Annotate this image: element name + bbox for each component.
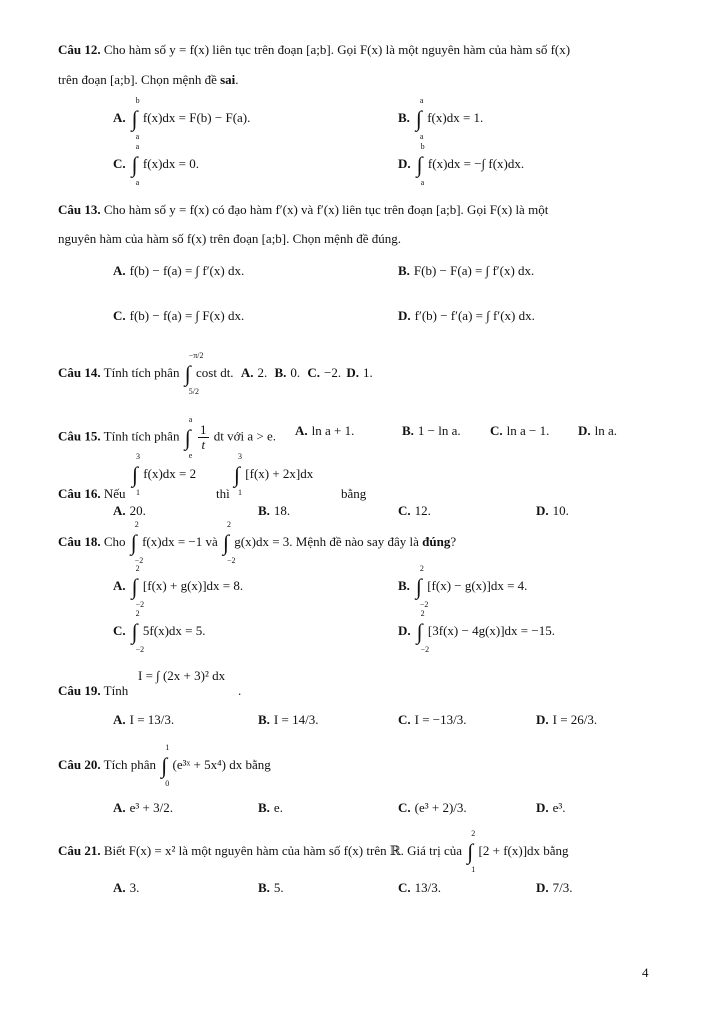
q19-dot: . bbox=[238, 683, 242, 698]
integral-sign: ∫ 2 −2 bbox=[223, 520, 236, 566]
q16-option-a[interactable]: A. 20. bbox=[113, 503, 146, 518]
q12-option-b-text: f(x)dx = 1. bbox=[427, 110, 484, 125]
q21-text: Biết F(x) = x² là một nguyên hàm của hàm số f(x) trên ℝ. Giá trị của bbox=[103, 843, 463, 858]
q20-bang: bằng bbox=[245, 757, 271, 772]
one-over-t: $\frac{1}{t}$ bbox=[200, 422, 207, 452]
q18-option-d-text: [3f(x) − 4g(x)]dx = −15. bbox=[427, 623, 555, 638]
integral-sign: ∫ 2 1 bbox=[467, 829, 476, 875]
q14-integrand: cost dt. bbox=[196, 365, 234, 380]
q16-option-c-text: 12. bbox=[414, 503, 431, 518]
q16-option-d[interactable]: D. 10. bbox=[536, 503, 569, 518]
q20-label: Câu 20. bbox=[58, 757, 101, 772]
integral-sign: ∫ b a bbox=[131, 96, 140, 142]
q15-label: Câu 15. bbox=[58, 428, 101, 444]
q14-option-a-text: 2. bbox=[257, 365, 268, 380]
q16-text: Nếu bbox=[103, 486, 126, 501]
q13-stem2 bbox=[58, 231, 401, 247]
q16-stem bbox=[58, 486, 126, 502]
q14-option-d[interactable]: D. 1. bbox=[346, 365, 373, 380]
q13-option-a-text: f(b) − f(a) = ∫ f′(x) dx. bbox=[129, 263, 245, 278]
integral-sign: ∫ 2 −2 bbox=[131, 564, 145, 610]
q15-option-c-text: ln a − 1. bbox=[506, 423, 550, 438]
q15-option-b-text: 1 − ln a. bbox=[417, 423, 461, 438]
q16-option-b[interactable]: B. 18. bbox=[258, 503, 291, 518]
integral-sign: ∫ 3 1 bbox=[132, 452, 140, 498]
q12-option-c-text: f(x)dx = 0. bbox=[142, 156, 199, 171]
q18-option-a-text: [f(x) + g(x)]dx = 8. bbox=[142, 578, 244, 593]
q14-label: Câu 14. bbox=[58, 365, 101, 380]
q13-option-c-text: f(b) − f(a) = ∫ F(x) dx. bbox=[129, 308, 245, 323]
q13-label: Câu 13. bbox=[58, 202, 101, 217]
q18-option-c[interactable]: C. ∫ 2 −2 5f(x)dx = 5. bbox=[113, 609, 206, 655]
q12-text1: Cho hàm số y = f(x) liên tục trên đoạn [a;b]. Gọi F(x) là một nguyên hàm của hàm số f(x) bbox=[103, 42, 571, 57]
q19-stem bbox=[58, 683, 128, 699]
q20-option-b-text: e. bbox=[273, 800, 283, 815]
q20-option-c-text: (e³ + 2)/3. bbox=[414, 800, 467, 815]
integral-sign: ∫ 2 −2 bbox=[130, 520, 144, 566]
q18-va: và bbox=[205, 534, 218, 549]
q13-option-b-text: F(b) − F(a) = ∫ f′(x) dx. bbox=[413, 263, 535, 278]
q18-stem bbox=[58, 520, 457, 566]
q21-option-c[interactable]: C. 13/3. bbox=[398, 880, 442, 895]
q20-option-a[interactable]: A. e³ + 3/2. bbox=[113, 800, 174, 815]
q15-stem bbox=[58, 414, 276, 460]
q18-expr1: f(x)dx = −1 bbox=[142, 534, 203, 549]
q16-expr2 bbox=[232, 452, 314, 498]
q15-text: Tính tích phân bbox=[103, 428, 180, 444]
q20-option-c[interactable]: C. (e³ + 2)/3. bbox=[398, 800, 467, 815]
q12-option-a[interactable]: A. ∫ b a f(x)dx = F(b) − F(a). bbox=[113, 96, 251, 142]
integral-sign: ∫ 2 −2 bbox=[416, 609, 430, 655]
q19-expr-text: I = ∫ (2x + 3)² dx bbox=[138, 668, 226, 683]
q18-label: Câu 18. bbox=[58, 534, 101, 549]
q12-option-b[interactable]: B. ∫ a a f(x)dx = 1. bbox=[398, 96, 484, 142]
q21-option-b-text: 5. bbox=[273, 880, 284, 895]
q16-label: Câu 16. bbox=[58, 486, 101, 501]
q13-option-a[interactable]: A. f(b) − f(a) = ∫ f′(x) dx. bbox=[113, 263, 245, 278]
q16-option-a-text: 20. bbox=[129, 503, 146, 518]
q21-label: Câu 21. bbox=[58, 843, 101, 858]
q12-label: Câu 12. bbox=[58, 42, 101, 57]
q21-bang: bằng bbox=[543, 843, 569, 858]
integral-sign: ∫ 3 1 bbox=[234, 452, 242, 498]
q18-option-b[interactable]: B. ∫ 2 −2 [f(x) − g(x)]dx = 4. bbox=[398, 564, 528, 610]
q13-option-d-text: f′(b) − f′(a) = ∫ f′(x) dx. bbox=[414, 308, 535, 323]
q20-option-a-text: e³ + 3/2. bbox=[129, 800, 174, 815]
q20-expr: (e³ˣ + 5x⁴) dx bbox=[172, 757, 243, 772]
q14-option-c-text: −2. bbox=[324, 365, 342, 380]
q16-expr2-text: [f(x) + 2x]dx bbox=[245, 466, 314, 481]
q15-option-a[interactable]: A. ln a + 1. bbox=[295, 423, 355, 438]
q16-option-d-text: 10. bbox=[552, 503, 569, 518]
q21-option-d[interactable]: D. 7/3. bbox=[536, 880, 573, 895]
q18-bold: đúng bbox=[422, 534, 451, 549]
integral-sign: ∫ 2 −2 bbox=[131, 609, 145, 655]
q16-thi: thì bbox=[216, 486, 230, 501]
q12-option-d-text: f(x)dx = −∫ f(x)dx. bbox=[427, 156, 525, 171]
q14-option-b[interactable]: B. 0. bbox=[274, 365, 301, 380]
q12-stem2: trên đoạn [a;b]. Chọn mệnh đề sai. bbox=[58, 72, 239, 87]
q21-expr: [2 + f(x)]dx bbox=[478, 843, 541, 858]
q21-option-d-text: 7/3. bbox=[552, 880, 573, 895]
q21-stem bbox=[58, 829, 569, 875]
q16-option-c[interactable]: C. 12. bbox=[398, 503, 431, 518]
integral-sign: ∫ 2 −2 bbox=[415, 564, 429, 610]
q14-option-d-text: 1. bbox=[363, 365, 373, 380]
q20-text: Tích phân bbox=[103, 757, 156, 772]
q16-option-b-text: 18. bbox=[273, 503, 291, 518]
q19-option-c[interactable]: C. I = −13/3. bbox=[398, 712, 467, 727]
q13-option-d[interactable]: D. f′(b) − f′(a) = ∫ f′(x) dx. bbox=[398, 308, 535, 323]
q13-stem bbox=[58, 202, 548, 218]
q16-expr1 bbox=[130, 452, 197, 498]
q13-option-c[interactable]: C. f(b) − f(a) = ∫ F(x) dx. bbox=[113, 308, 245, 323]
q21-option-a[interactable]: A. 3. bbox=[113, 880, 140, 895]
q15-option-d-text: ln a. bbox=[594, 423, 618, 438]
q14-text: Tính tích phân bbox=[103, 365, 180, 380]
page-number: 4 bbox=[642, 965, 649, 980]
q18-text: Cho bbox=[103, 534, 126, 549]
q12-option-d[interactable]: D. ∫ b a f(x)dx = −∫ f(x)dx. bbox=[398, 142, 525, 188]
q13-option-b[interactable]: B. F(b) − F(a) = ∫ f′(x) dx. bbox=[398, 263, 535, 278]
q12-text2-bold: sai bbox=[220, 72, 236, 87]
q12-option-a-text: f(x)dx = F(b) − F(a). bbox=[142, 110, 251, 125]
integral-sign: ∫ a e bbox=[184, 414, 193, 460]
integral-sign: ∫ a a bbox=[131, 142, 140, 188]
q15-option-c[interactable]: C. ln a − 1. bbox=[490, 423, 550, 438]
q20-option-b[interactable]: B. e. bbox=[258, 800, 283, 815]
q21-option-b[interactable]: B. 5. bbox=[258, 880, 284, 895]
q19-label: Câu 19. bbox=[58, 683, 101, 698]
q20-option-d[interactable]: D. e³. bbox=[536, 800, 566, 815]
q18-option-a[interactable]: A. ∫ 2 −2 [f(x) + g(x)]dx = 8. bbox=[113, 564, 244, 610]
integral-sign: ∫ b a bbox=[416, 142, 425, 188]
q18-end: ? bbox=[450, 534, 457, 549]
q19-option-b-text: I = 14/3. bbox=[273, 712, 319, 727]
q18-option-c-text: 5f(x)dx = 5. bbox=[142, 623, 206, 638]
q14-option-a[interactable]: A. 2. bbox=[240, 365, 268, 380]
q15-option-b[interactable]: B. 1 − ln a. bbox=[402, 423, 461, 438]
integral-sign: ∫ 1 0 bbox=[161, 743, 170, 789]
q13-text1: Cho hàm số y = f(x) có đạo hàm f′(x) và f′(x) liên tục trên đoạn [a;b]. Gọi F(x) là một bbox=[103, 202, 549, 217]
q19-option-d-text: I = 26/3. bbox=[552, 712, 598, 727]
q19-option-a-text: I = 13/3. bbox=[129, 712, 175, 727]
q21-option-a-text: 3. bbox=[129, 880, 140, 895]
q20-stem bbox=[58, 743, 271, 789]
q19-expr bbox=[138, 668, 225, 684]
q14-stem bbox=[58, 351, 373, 397]
q15-cond: dt với a > e. bbox=[213, 428, 276, 444]
integral-sign: ∫ −π/2 5/2 bbox=[184, 351, 204, 397]
q18-expr2: g(x)dx = 3. Mệnh đề nào say đây là bbox=[234, 534, 419, 549]
q19-option-c-text: I = −13/3. bbox=[414, 712, 467, 727]
q12-text2: trên đoạn [a;b]. Chọn mệnh đề bbox=[58, 72, 217, 87]
integral-sign: ∫ a a bbox=[415, 96, 424, 142]
q16-bang: bằng bbox=[341, 486, 367, 501]
q15-option-a-text: ln a + 1. bbox=[311, 423, 355, 438]
q20-option-d-text: e³. bbox=[552, 800, 566, 815]
q12-option-c[interactable]: C. ∫ a a f(x)dx = 0. bbox=[113, 142, 199, 188]
q12-stem bbox=[58, 42, 570, 58]
q16-expr1-text: f(x)dx = 2 bbox=[143, 466, 197, 481]
q18-option-d[interactable]: D. ∫ 2 −2 [3f(x) − 4g(x)]dx = −15. bbox=[398, 609, 555, 655]
q18-option-b-text: [f(x) − g(x)]dx = 4. bbox=[427, 578, 528, 593]
q21-option-c-text: 13/3. bbox=[414, 880, 442, 895]
q19-option-d[interactable]: D. I = 26/3. bbox=[536, 712, 598, 727]
q19-option-a[interactable]: A. I = 13/3. bbox=[113, 712, 175, 727]
q15-option-d[interactable]: D. ln a. bbox=[578, 423, 618, 438]
q19-text: Tính bbox=[103, 683, 129, 698]
q14-option-c[interactable]: C. −2. bbox=[307, 365, 342, 380]
q14-option-b-text: 0. bbox=[290, 365, 301, 380]
q13-text2: nguyên hàm của hàm số f(x) trên đoạn [a;b]. Chọn mệnh đề đúng. bbox=[58, 231, 401, 246]
q19-option-b[interactable]: B. I = 14/3. bbox=[258, 712, 319, 727]
